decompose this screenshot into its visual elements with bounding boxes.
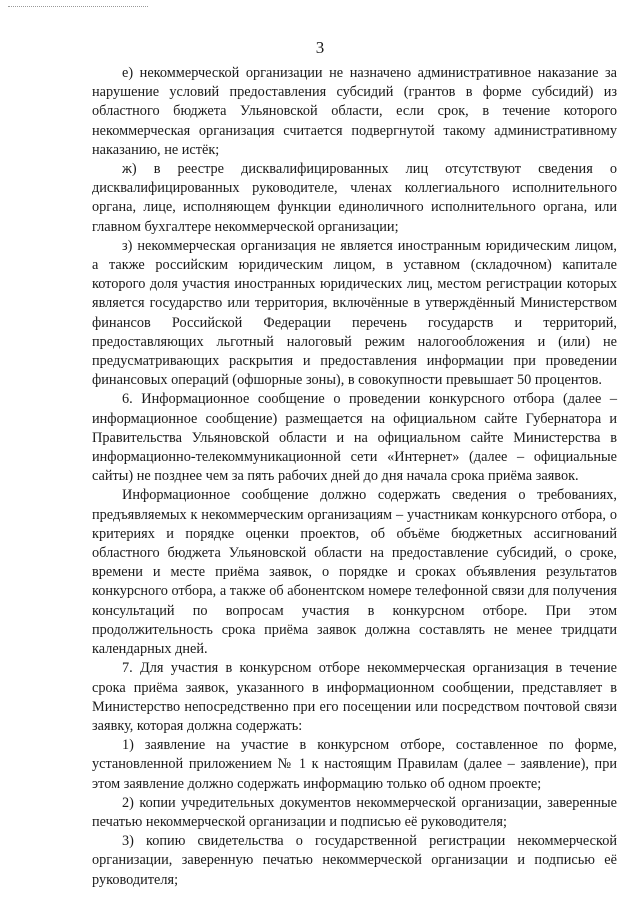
list-item-1: 1) заявление на участие в конкурсном отборе, составленное по форме, установленной приложением № 1 к настоящим Правилам (далее – заявление), при этом заявление должно содержать информацию только об одном проекте; (92, 737, 617, 792)
paragraph-zh: ж) в реестре дисквалифицированных лиц отсутствуют сведения о дисквалифицированных руководителе, членах коллегиального исполнительного органа, лице, исполняющем функции единоличного исполнительного органа, или главном бухгалтере некоммерческой организации; (92, 161, 617, 235)
page-number: 3 (315, 38, 325, 57)
list-item-2: 2) копии учредительных документов некоммерческой организации, заверенные печатью некоммерческой организации и подписью её руководителя; (92, 794, 617, 830)
paragraph-z: з) некоммерческая организация не является иностранным юридическим лицом, а также российским юридическим лицом, в уставном (складочном) капитале которого доля участия иностранных юридических лиц, местом регистрации которых является государство или территория, включённые в утверждённый Министерством финансов Российской Федерации перечень государств и территорий, предоставляющих льготный налоговый режим налогообложения и (или) не предусматривающих раскрытия и предоставления информации при проведении финансовых операций (офшорные зоны), в совокупности превышает 50 процентов. (92, 237, 617, 389)
paragraph-e: е) некоммерческой организации не назначено административное наказание за нарушение условий предоставления субсидий (грантов в форме субсидий) из областного бюджета Ульяновской области, если срок, в течение которого некоммерческая организация считается подвергнутой такому административному наказанию, не истёк; (92, 65, 617, 158)
paragraph-info-message: Информационное сообщение должно содержать сведения о требованиях, предъявляемых к некоммерческим организациям – участникам конкурсного отбора, о критериях и порядке оценки проектов, об объёме бюджетных ассигнований областного бюджета Ульяновской области на предоставление субсидий, о сроке, времени и месте приёма заявок, о порядке и сроках объявления результатов конкурсного отбора, а также об абонентском номере телефонной связи для получения консультаций по вопросам участия в конкурсном отборе. При этом продолжительность срока приёма заявок должна составлять не менее тридцати календарных дней. (92, 487, 617, 658)
paragraph-7: 7. Для участия в конкурсном отборе некоммерческая организация в течение срока приёма заявок, указанного в информационном сообщении, представляет в Министерство непосредственно при его посещении или посредством почтовой связи заявку, которая должна содержать: (92, 660, 617, 734)
list-item-3: 3) копию свидетельства о государственной регистрации некоммерческой организации, заверенную печатью некоммерческой организации и подписью её руководителя; (92, 833, 617, 888)
document-body (92, 64, 617, 890)
paragraph-6: 6. Информационное сообщение о проведении конкурсного отбора (далее – информационное сообщение) размещается на официальном сайте Губернатора и Правительства Ульяновской области и на официальном сайте Министерства в информационно-телекоммуникационной сети «Интернет» (далее – официальные сайты) не позднее чем за пять рабочих дней до дня начала срока приёма заявок. (92, 391, 617, 485)
scan-edge-mark (8, 6, 148, 7)
